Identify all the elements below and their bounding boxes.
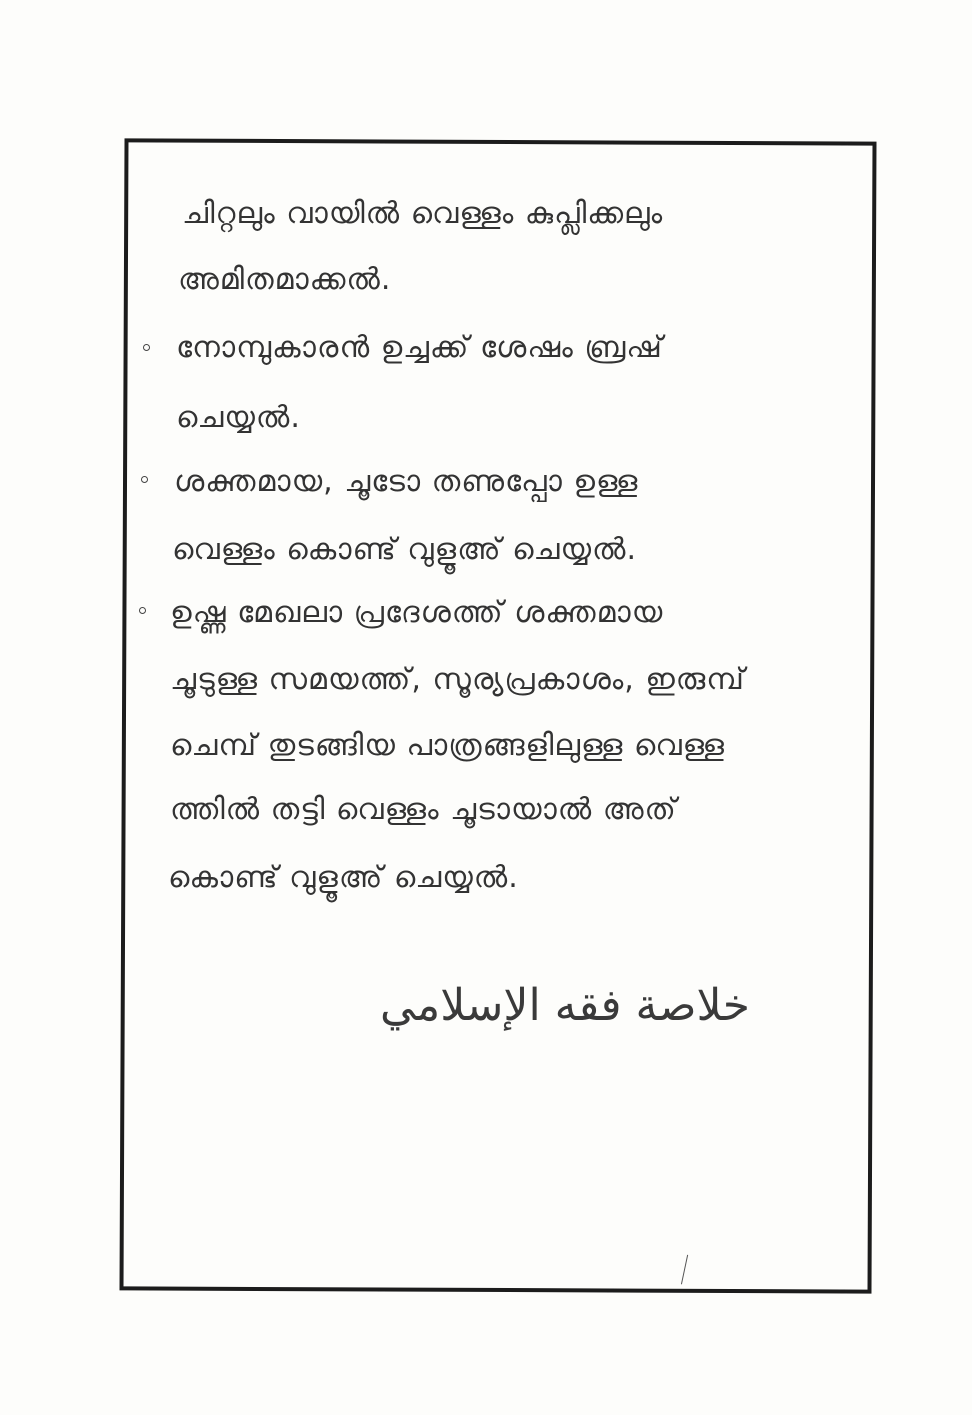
text-line-8: ചൂടുള്ള സമയത്ത്, സൂര്യപ്രകാശം, ഇരുമ്പ് (170, 662, 745, 697)
page-border (119, 138, 876, 1293)
text-line-1: ചിറ്റലും വായിൽ വെള്ളം കുപ്ലിക്കലും (182, 196, 664, 231)
text-line-2: അമിതമാക്കൽ. (178, 262, 392, 297)
text-line-10: ത്തിൽ തട്ടി വെള്ളം ചൂടായാൽ അത് (170, 792, 677, 827)
text-line-7: ഉഷ്ണ മേഖലാ പ്രദേശത്ത് ശക്തമായ (170, 595, 664, 630)
bullet-2 (141, 476, 148, 483)
text-line-5: ശക്തമായ, ചൂടോ തണുപ്പോ ഉള്ള (174, 464, 639, 499)
bullet-3 (139, 607, 146, 614)
bullet-1 (143, 344, 150, 351)
text-line-6: വെള്ളം കൊണ്ട് വുളൂഅ് ചെയ്യൽ. (172, 532, 637, 567)
text-line-3: നോമ്പുകാരൻ ഉച്ചക്ക് ശേഷം ബ്രഷ് (176, 330, 663, 365)
text-line-9: ചെമ്പ് തുടങ്ങിയ പാത്രങ്ങളിലുള്ള വെള്ള (170, 728, 726, 763)
text-line-4: ചെയ്യൽ. (176, 400, 301, 435)
text-line-11: കൊണ്ട് വുളൂഅ് ചെയ്യൽ. (168, 860, 519, 895)
arabic-signature: خلاصة فقه الإسلامي (380, 980, 750, 1031)
